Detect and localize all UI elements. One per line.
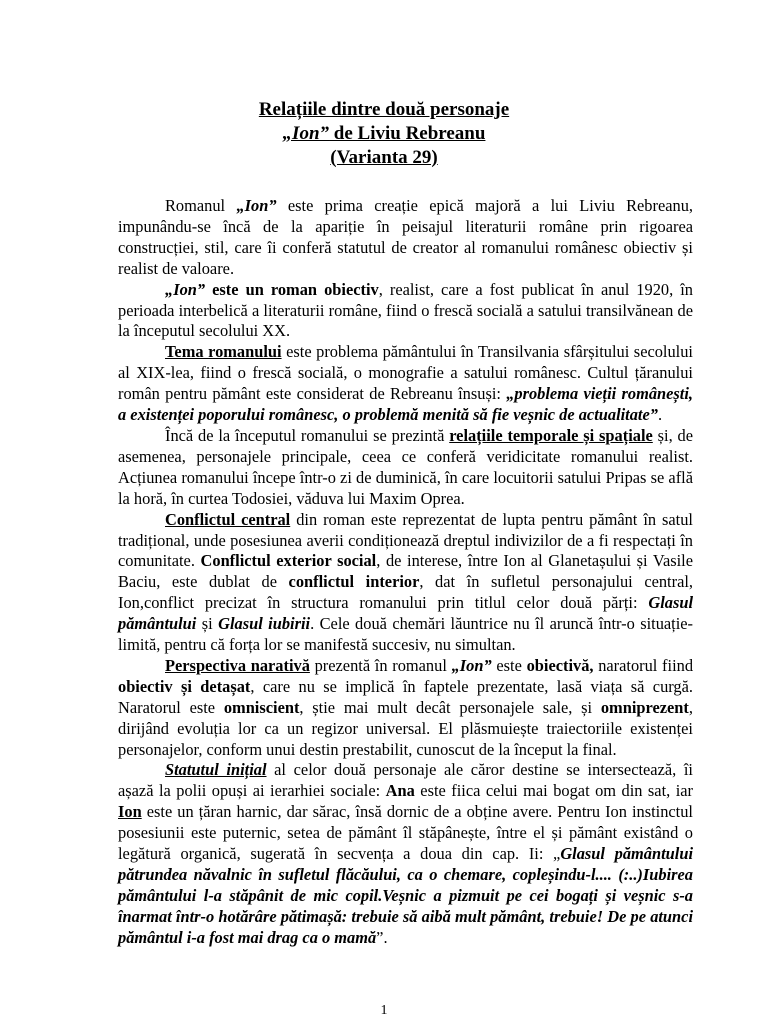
title-line-1: Relațiile dintre două personaje [258, 99, 510, 120]
p6-text-l: , dirijând evoluția lor ca un regizor universal. El plăsmuiește traiectoriile existenței personajelor, conform unui destin prestabilit, cunoscut de la început la final. [118, 697, 693, 759]
title-line-3: (Varianta 29) [330, 147, 438, 168]
p7-bold-ana: Ana [385, 781, 415, 801]
p3-heading: Tema romanului [165, 342, 282, 362]
p6-text-h: , care nu se implică în faptele prezentate, lasă viața să curgă. Naratorul este [118, 676, 693, 717]
p7-quote: Glasul pământului pătrundea năvalnic în sufletul flăcăului, ca o chemare, copleșindu-l.... (:..)Iubirea pământului l-a stăpânit de mic copil.Veșnic a pizmuit pe cei bogați și veșnic s-a înarmat într-o hotărâre pătimașă: trebuie să aibă mult pământ, trebuie! De pe atunci pământul i-a fost mai drag ca o mamă [118, 844, 694, 947]
p5-part-2: Glasul iubirii [218, 614, 311, 634]
p6-heading: Perspectiva narativă [165, 655, 310, 675]
p5-heading: Conflictul central [165, 509, 291, 529]
title-line-2 [0, 122, 768, 146]
p4-heading: relațiile temporale și spațiale [449, 425, 653, 445]
p5-bold-e: conflictul interior [288, 572, 420, 592]
p7-text-b: al celor două personaje ale căror destine se intersectează, îi așază la polii opuși ai ierarhiei sociale: [118, 760, 693, 801]
p3-text: este problema pământului în Transilvania sfârșitului secolului al XIX-lea, fiind o frescă socială, o monografie a satului românesc. Cultul țăranului român pentru pământ este considerat de Rebreanu însuși: [118, 342, 693, 404]
p5-text-b: din roman este reprezentat de lupta pentru pământ în satul tradițional, unde posesiunea averii condiționează dreptul indivizilor de a fi respectați în comunitate. [118, 509, 693, 571]
p7-end: ”. [376, 927, 388, 947]
p6-bold-k: omniprezent [600, 697, 689, 717]
p5-part-1: Glasul pământului [118, 593, 693, 634]
paragraph-7 [118, 760, 693, 948]
p3-quote: „problema vieții românești, a existenței poporului românesc, o problemă menită să fie veșnic de actualitate” [118, 384, 693, 425]
p2-text: , realist, care a fost publicat în anul 1920, în perioada interbelică a literaturii române, fiind o frescă socială a satului transilvănean de la începutul secolului XX. [118, 279, 693, 341]
p2-bold: este un roman obiectiv [205, 279, 379, 299]
p1-text-a: Romanul [165, 196, 237, 215]
p6-text-b: prezentă în romanul [309, 655, 452, 675]
p1-novel-title: „Ion” [236, 196, 277, 215]
p2-novel-title: „Ion” [165, 279, 206, 299]
p3-end: . [657, 405, 663, 425]
paragraph-1 [118, 196, 693, 280]
p4-text-a: Încă de la începutul romanului se prezintă [165, 425, 450, 445]
title-author: de Liviu Rebreanu [329, 123, 486, 144]
paragraph-4 [118, 426, 693, 510]
p5-text-j: . Cele două chemări lăuntrice nu îl aruncă într-o situație-limită, pentru că forța lor se manifestă succesiv, nu simultan. [118, 614, 694, 655]
p6-bold-e: obiectivă, [526, 655, 594, 675]
p6-bold-i: omniscient [223, 697, 300, 717]
page-number: 1 [380, 1003, 388, 1018]
p7-heading: Statutul inițial [165, 760, 267, 780]
p6-text-d: este [491, 655, 527, 675]
p6-bold-g: obiectiv și detașat [118, 676, 251, 696]
p5-bold-c: Conflictul exterior social [200, 551, 377, 571]
p5-text-h: și [196, 614, 219, 634]
p7-text-f: este un țăran harnic, dar sărac, însă dornic de a obține avere. Pentru Ion instinctul posesiunii este puternic, setea de pământ îl stăpânește, între el și pământ existând o legătură organică, sugerată în secvența a doua din cap. Ii: „ [118, 802, 693, 864]
paragraph-6 [118, 656, 693, 761]
document-title [0, 98, 768, 170]
title-novel-name: „Ion” [282, 123, 330, 144]
p4-text-c: și, de asemenea, personajele principale, ceea ce conferă veridicitate romanului realist. Acțiunea romanului începe într-o zi de duminică, în care locuitorii satului Pripas se află la horă, în curtea Todosiei, văduva lui Maxim Oprea. [118, 425, 693, 508]
paragraph-3 [118, 342, 693, 426]
paragraph-5 [118, 510, 693, 656]
p5-text-f: , dat în sufletul personajului central, Ion,conflict precizat în structura romanului prin titlul celor două părți: [118, 572, 693, 613]
p6-novel-title: „Ion” [451, 655, 492, 675]
p6-text-j: , știe mai mult decât personajele sale, și [299, 697, 601, 717]
document-text [118, 196, 693, 949]
p7-bold-ion: Ion [118, 802, 142, 822]
p5-text-d: , de interese, între Ion al Glanetașului și Vasile Baciu, este dublat de [118, 551, 693, 592]
paragraph-2 [118, 280, 693, 343]
p6-text-f: naratorul fiind [593, 655, 694, 675]
p7-text-d: este fiica celui mai bogat om din sat, iar [414, 781, 693, 801]
p1-text-c: este prima creație epică majoră a lui Liviu Rebreanu, impunându-se încă de la apariție în peisajul literaturii române prin rigoarea construcției, stil, care îi conferă statutul de creator al romanului românesc obiectiv și realist de valoare. [118, 196, 693, 278]
